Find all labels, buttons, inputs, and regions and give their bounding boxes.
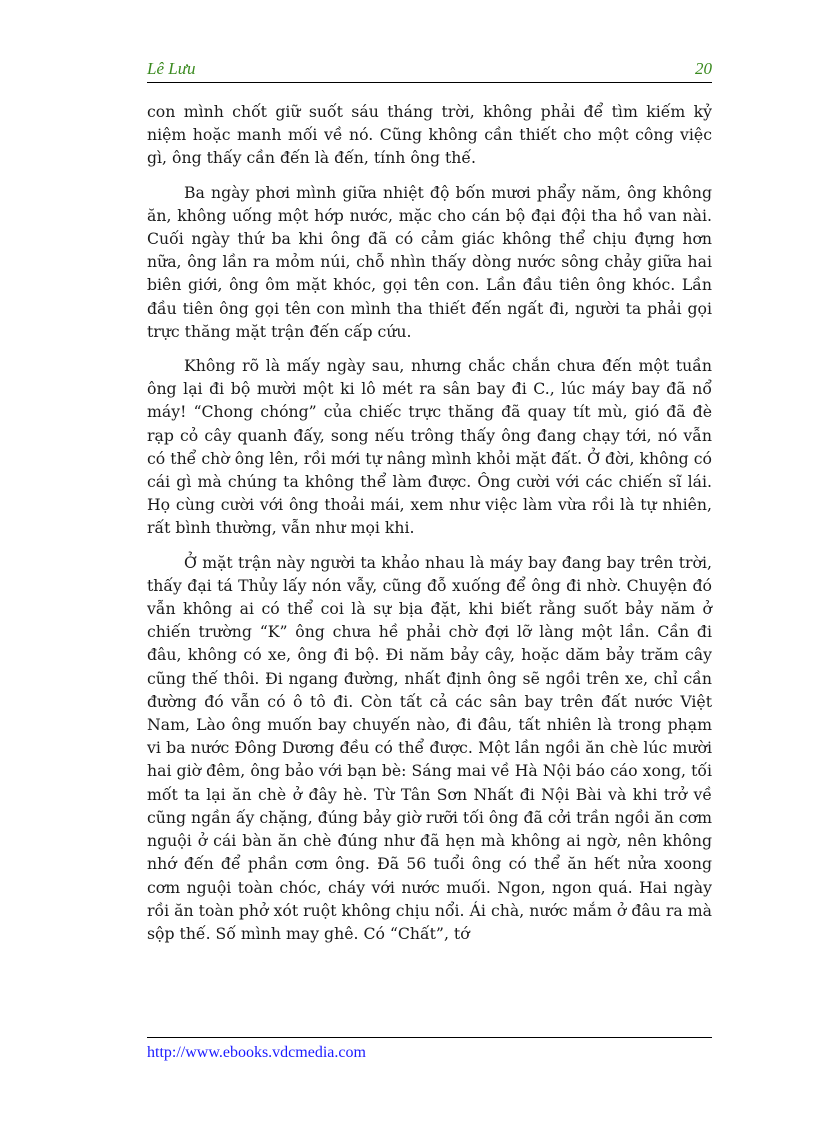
paragraph: Không rõ là mấy ngày sau, nhưng chắc chắn chưa đến một tuần ông lại đi bộ mười một ki lô mét ra sân bay đi C., lúc máy bay đã nổ máy! “Chong chóng” của chiếc trực thăng đã quay tít mù, gió đã đè rạp cỏ cây quanh đấy, song nếu trông thấy ông đang chạy tới, nó vẫn có thể chờ ông lên, rồi mới tự nâng mình khỏi mặt đất. Ở đời, không có cái gì mà chúng ta không thể làm được. Ông cười với các chiến sĩ lái. Họ cùng cười với ông thoải mái, xem như việc làm vừa rồi là tự nhiên, rất bình thường, vẫn như mọi khi. bbox=[147, 356, 712, 538]
footer-link[interactable]: http://www.ebooks.vdcmedia.com bbox=[147, 1044, 366, 1061]
page-header bbox=[147, 58, 712, 83]
page-footer bbox=[147, 1037, 712, 1061]
author-name: Lê Lưu bbox=[147, 59, 196, 78]
paragraph: Ba ngày phơi mình giữa nhiệt độ bốn mươi phẩy năm, ông không ăn, không uống một hớp nước, mặc cho cán bộ đại đội tha hồ van nài. Cuối ngày thứ ba khi ông đã có cảm giác không thể chịu đựng hơn nữa, ông lần ra mỏm núi, chỗ nhìn thấy dòng nước sông chảy giữa hai biên giới, ông ôm mặt khóc, gọi tên con. Lần đầu tiên ông khóc. Lần đầu tiên ông gọi tên con mình tha thiết đến ngất đi, người ta phải gọi trực thăng mặt trận đến cấp cứu. bbox=[147, 182, 712, 341]
paragraph: con mình chốt giữ suốt sáu tháng trời, không phải để tìm kiếm kỷ niệm hoặc manh mối về nó. Cũng không cần thiết cho một công việc gì, ông thấy cần đến là đến, tính ông thế. bbox=[147, 102, 712, 168]
page-body bbox=[147, 100, 712, 956]
page-number: 20 bbox=[695, 59, 712, 78]
paragraph: Ở mặt trận này người ta khảo nhau là máy bay đang bay trên trời, thấy đại tá Thủy lấy nón vẫy, cũng đỗ xuống để ông đi nhờ. Chuyện đó vẫn không ai có thể coi là sự bịa đặt, khi biết rằng suốt bảy năm ở chiến trường “K” ông chưa hề phải chờ đợi lỡ làng một lần. Cần đi đâu, không có xe, ông đi bộ. Đi năm bảy cây, hoặc dăm bảy trăm cây cũng thế thôi. Đi ngang đường, nhất định ông sẽ ngồi trên xe, chỉ cần đường đó vẫn có ô tô đi. Còn tất cả các sân bay trên đất nước Việt Nam, Lào ông muốn bay chuyến nào, đi đâu, tất nhiên là trong phạm vi ba nước Đông Dương đều có thể được. Một lần ngồi ăn chè lúc mười hai giờ đêm, ông bảo với bạn bè: Sáng mai về Hà Nội báo cáo xong, tối mốt ta lại ăn chè ở đây hè. Từ Tân Sơn Nhất đi Nội Bài và khi trở về cũng ngần ấy chặng, đúng bảy giờ rưỡi tối ông đã cởi trần ngồi ăn cơm nguội ở cái bàn ăn chè đúng như đã hẹn mà không ai ngờ, nên không nhớ đến để phần cơm ông. Đã 56 tuổi ông có thể ăn hết nửa xoong cơm nguội toàn chóc, cháy với nước muối. Ngon, ngon quá. Hai ngày rồi ăn toàn phở xót ruột không chịu nổi. Ái chà, nước mắm ở đâu ra mà sộp thế. Số mình may ghê. Có “Chất”, tớ bbox=[147, 552, 712, 943]
